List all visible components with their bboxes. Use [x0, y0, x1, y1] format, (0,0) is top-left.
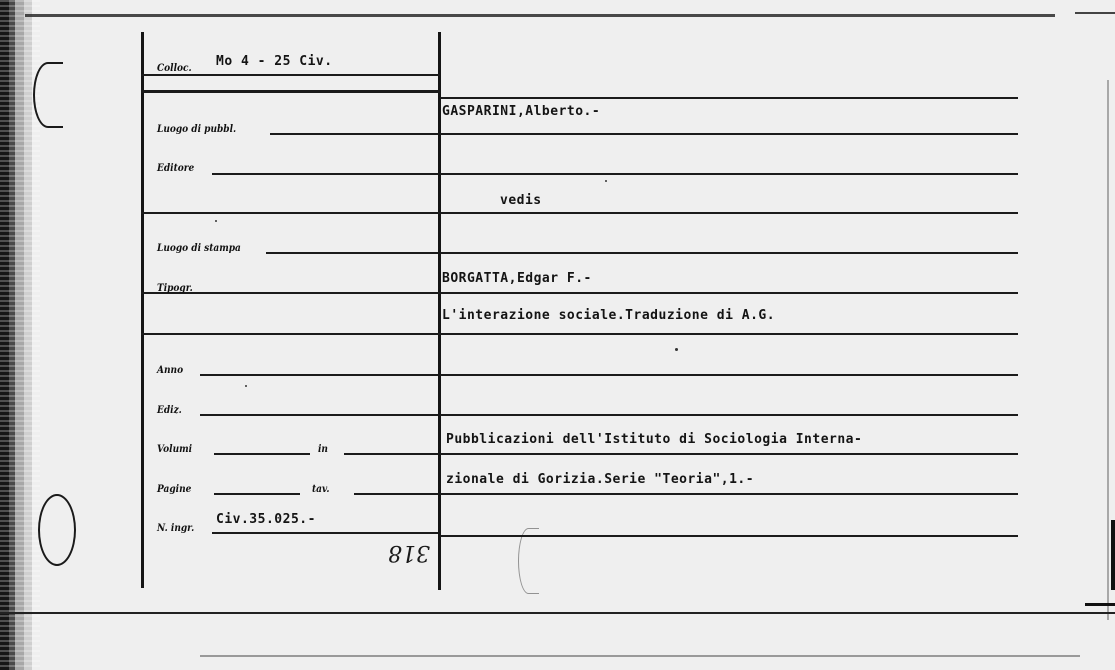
rule-tav [354, 493, 438, 495]
rule-right-4 [440, 212, 1018, 214]
rule-luogo-pubbl [270, 133, 438, 135]
handwritten-number: 318 [388, 540, 430, 565]
rule-right-10 [440, 453, 1018, 455]
label-tav: tav. [312, 484, 330, 495]
rule-anno [200, 374, 438, 376]
label-ediz: Ediz. [157, 405, 182, 416]
speck [675, 348, 678, 351]
entry-series-line1: Pubblicazioni dell'Istituto di Sociologia Interna- [446, 432, 863, 447]
label-luogo-pubbl: Luogo di pubbl. [157, 124, 237, 135]
rule-right-9 [440, 414, 1018, 416]
rule-right-11 [440, 493, 1018, 495]
rule-right-12 [440, 535, 1018, 537]
label-tipogr: Tipogr. [157, 283, 193, 294]
punch-hole-top [33, 62, 63, 128]
rule-blank-1 [141, 212, 440, 214]
card-top-edge [25, 14, 1055, 17]
speck [215, 220, 217, 222]
rule-editore [212, 173, 438, 175]
rule-colloc [141, 74, 440, 76]
entry-series-line2: zionale di Gorizia.Serie "Teoria",1.- [446, 472, 755, 487]
rule-right-2 [440, 133, 1018, 135]
label-collocazione: Colloc. [157, 63, 192, 74]
rule-right-7 [440, 333, 1018, 335]
label-volumi: Volumi [157, 444, 193, 455]
card-bottom-edge [0, 612, 1115, 614]
value-n-ingr: Civ.35.025.- [216, 512, 316, 527]
entry-title: L'interazione sociale.Traduzione di A.G. [442, 308, 776, 323]
rule-blank-2 [141, 333, 440, 335]
card-top-edge-right [1075, 12, 1115, 14]
entry-vedi: vedis [500, 193, 542, 208]
entry-ref-author: BORGATTA,Edgar F.- [442, 271, 592, 286]
label-anno: Anno [157, 365, 184, 376]
punch-hole-bottom [38, 494, 76, 566]
label-pagine: Pagine [157, 484, 192, 495]
card-corner-mark [1085, 603, 1115, 606]
card-center-rule [438, 32, 441, 590]
punch-hole-ghost [518, 528, 539, 594]
rule-pagine [214, 493, 300, 495]
speck [605, 180, 607, 182]
label-n-ingr: N. ingr. [157, 523, 195, 534]
rule-volumi [214, 453, 310, 455]
card-right-edge [1107, 80, 1109, 620]
rule-right-8 [440, 374, 1018, 376]
rule-right-6 [440, 292, 1018, 294]
card-right-edge-dark [1111, 520, 1115, 590]
rule-ediz [200, 414, 438, 416]
rule-heading-divider [141, 90, 440, 93]
value-collocazione: Mo 4 - 25 Civ. [216, 54, 333, 69]
label-editore: Editore [157, 163, 195, 174]
card-left-rule [141, 32, 144, 588]
rule-right-5 [440, 252, 1018, 254]
entry-author: GASPARINI,Alberto.- [442, 104, 601, 119]
rule-right-3 [440, 173, 1018, 175]
rule-n-ingr [212, 532, 438, 534]
label-in: in [318, 444, 328, 455]
rule-right-1 [440, 97, 1018, 99]
rule-luogo-stampa [266, 252, 438, 254]
speck [245, 385, 247, 387]
label-luogo-stampa: Luogo di stampa [157, 243, 241, 254]
rule-volumi-in [344, 453, 438, 455]
scan-bottom-line [200, 655, 1080, 657]
